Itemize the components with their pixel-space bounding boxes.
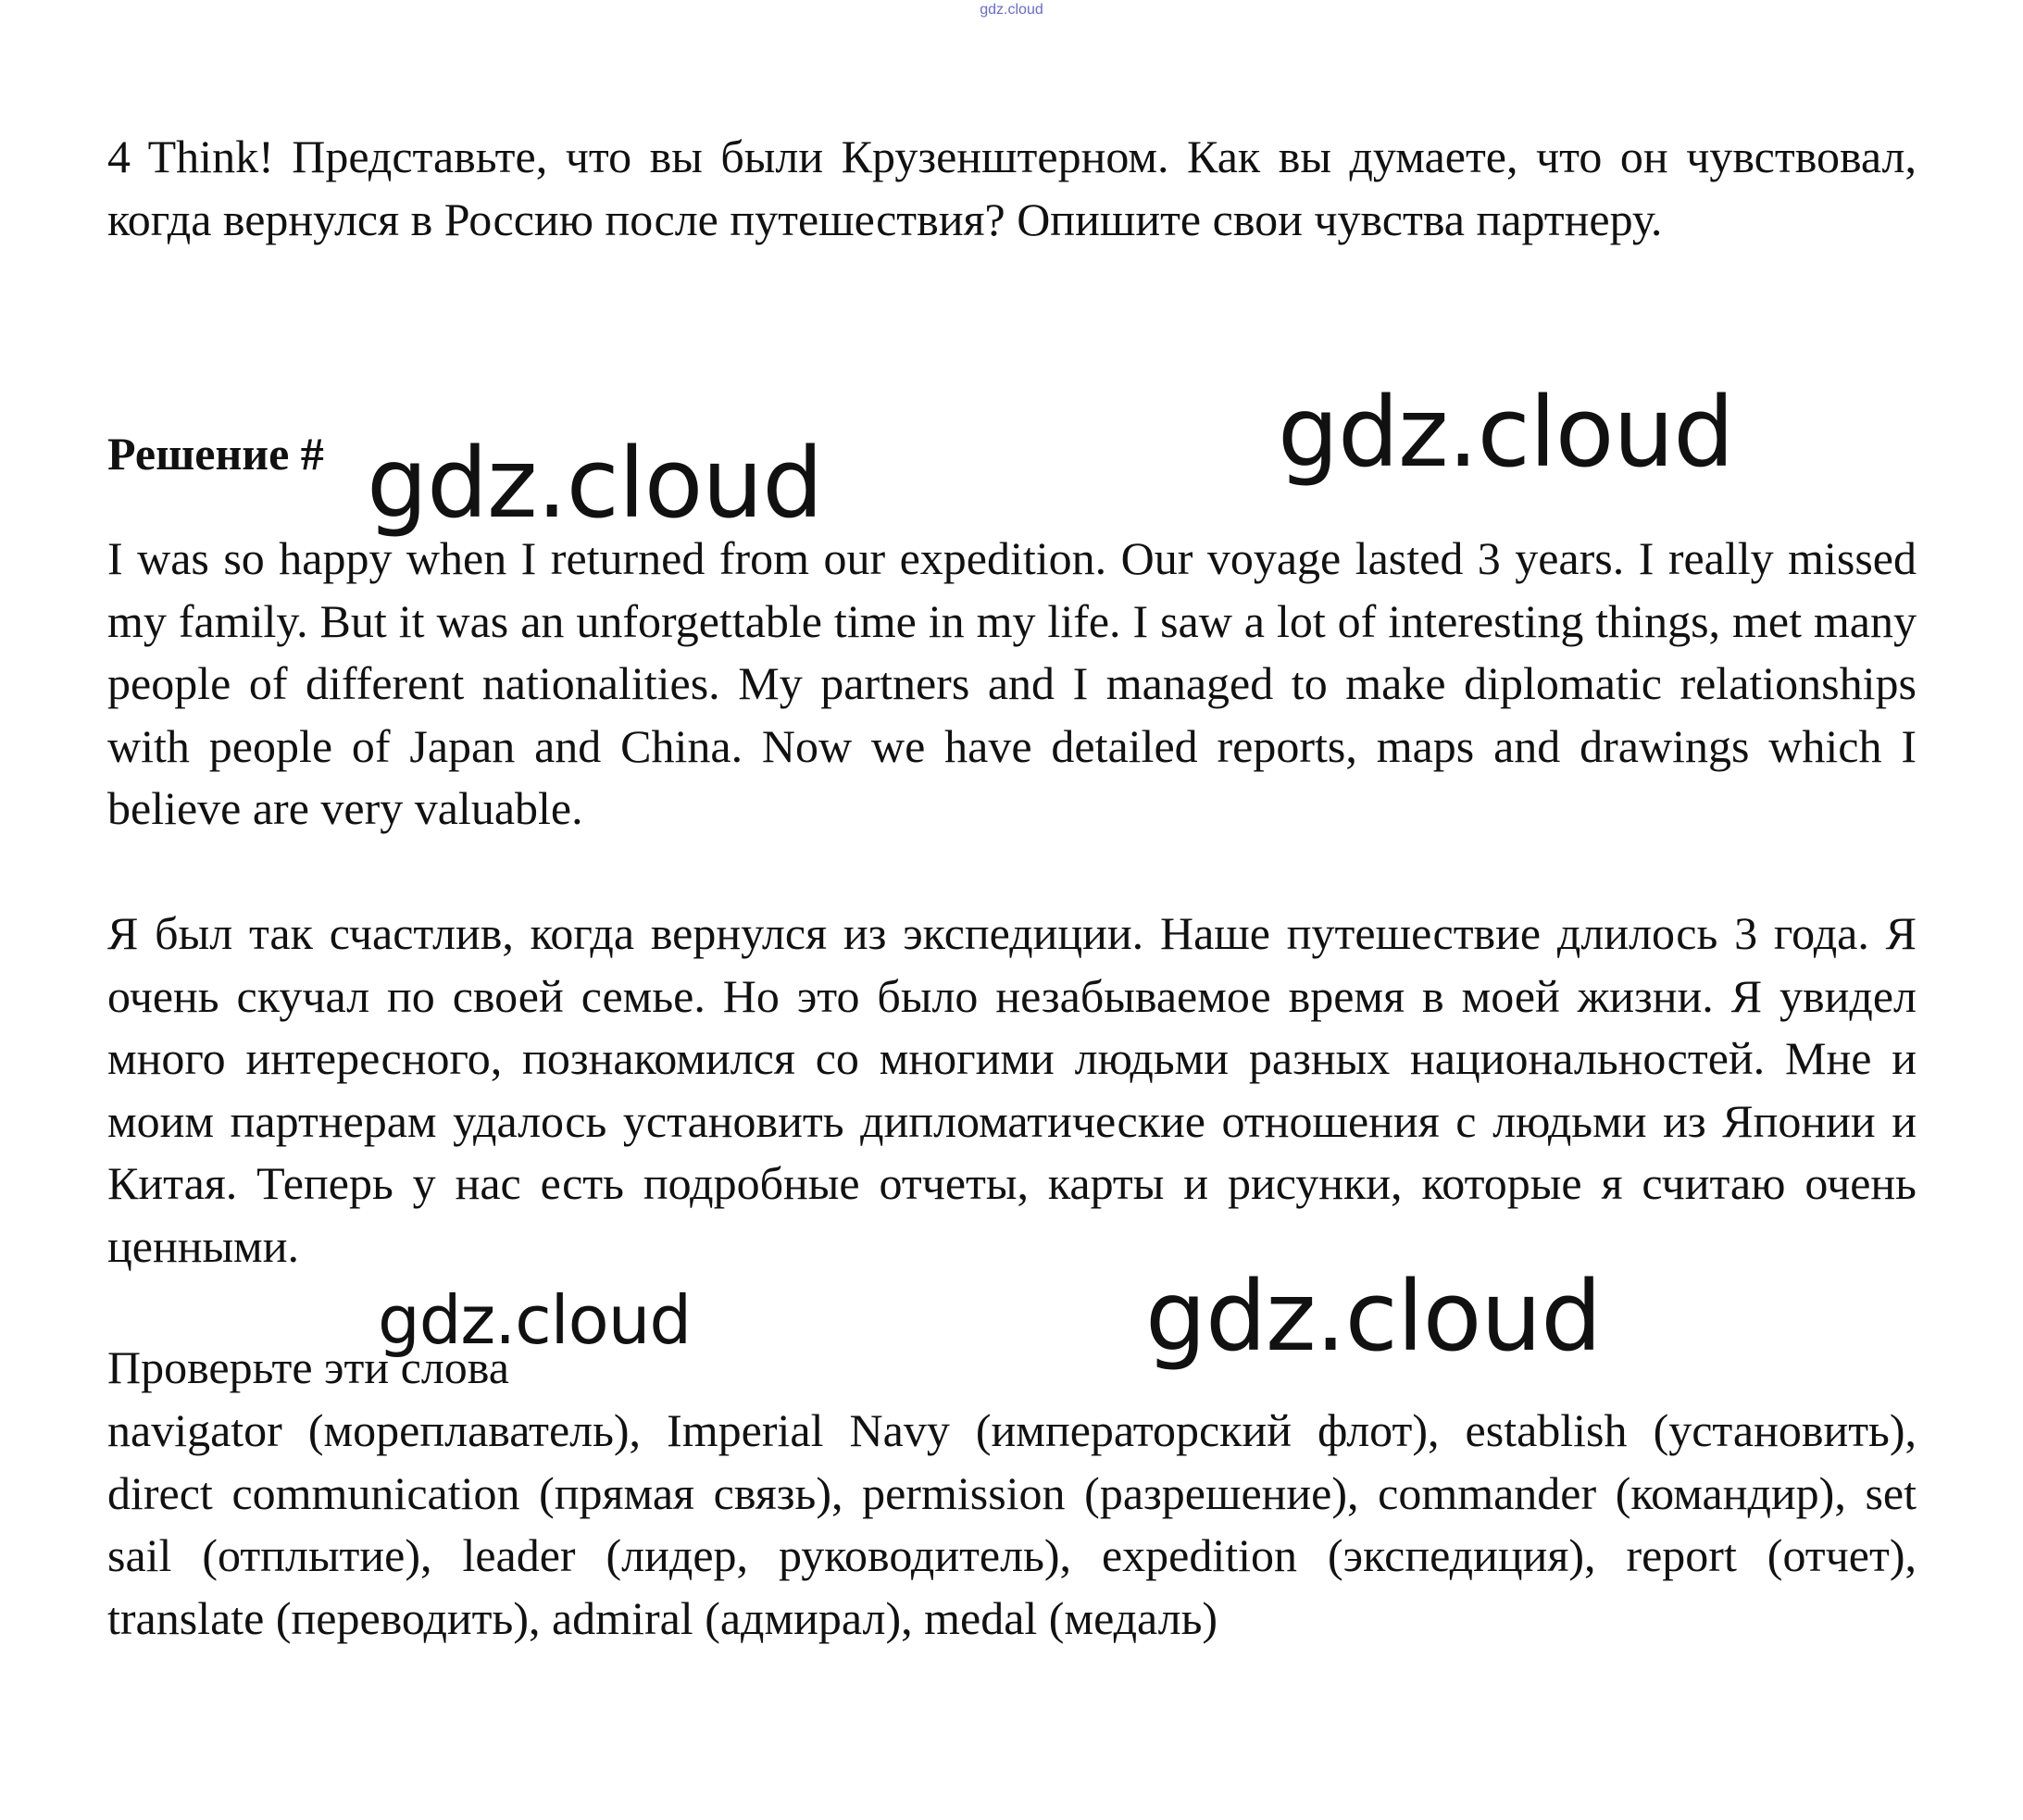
vocabulary-title: Проверьте эти слова (107, 1341, 509, 1393)
watermark: gdz.cloud (367, 427, 823, 540)
watermark: gdz.cloud (1145, 1260, 1602, 1373)
watermark: gdz.cloud (1278, 376, 1734, 489)
site-mark: gdz.cloud (980, 2, 1043, 18)
task-text: 4 Think! Представьте, что вы были Крузенштерном. Как вы думаете, что он чувствовал, когда вернулся в Россию после путешествия? Опишите свои чувства партнеру. (107, 131, 1917, 245)
answer-russian: Я был так счастлив, когда вернулся из экспедиции. Наше путешествие длилось 3 года. Я очень скучал по своей семье. Но это было незабываемое время в моей жизни. Я увидел много интересного, познакомился со многими людьми разных национальностей. Мне и моим партнерам удалось установить дипломатические отношения с людьми из Японии и Китая. Теперь у нас есть подробные отчеты, карты и рисунки, которые я считаю очень ценными. (107, 907, 1917, 1272)
answer-english: I was so happy when I returned from our expedition. Our voyage lasted 3 years. I really missed my family. But it was an unforgettable time in my life. I saw a lot of interesting things, met many people of different nationalities. My partners and I managed to make diplomatic relationships with people of Japan and China. Now we have detailed reports, maps and drawings which I believe are very valuable. (107, 532, 1917, 834)
vocabulary-list: navigator (мореплаватель), Imperial Navy (императорский флот), establish (установить), direct communication (прямая связь), permission (разрешение), commander (командир), set sail (отплытие), leader (лидер, руководитель), expedition (экспедиция), report (отчет), translate (переводить), admiral (адмирал), medal (медаль) (107, 1404, 1917, 1644)
solution-label: Решение # (107, 428, 324, 480)
watermark: gdz.cloud (378, 1281, 692, 1359)
